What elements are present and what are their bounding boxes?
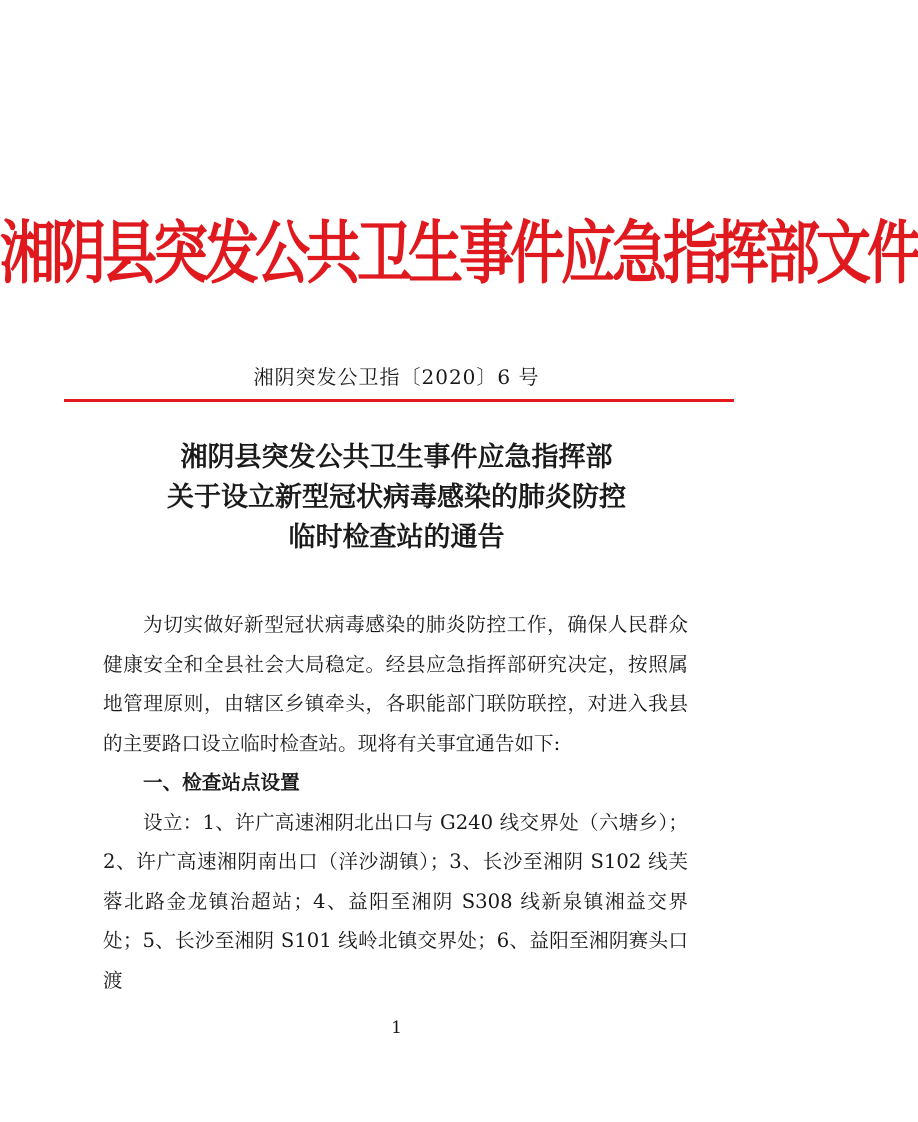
document-masthead: 湘阴县突发公共卫生事件应急指挥部文件 (0, 213, 918, 293)
section-heading-checkpoints: 一、检查站点设置 (143, 771, 300, 794)
intro-paragraph: 为切实做好新型冠状病毒感染的肺炎防控工作，确保人民群众健康安全和全县社会大局稳定。经县应急指挥部研究决定，按照属地管理原则，由辖区乡镇牵头，各职能部门联防联控，对进入我县的主要路口设立临时检查站。现将有关事宜通告如下: (103, 613, 688, 755)
document-title (0, 438, 793, 558)
document-number: 湘阴突发公卫指〔2020〕6 号 (253, 365, 540, 389)
red-divider-line (64, 399, 734, 402)
title-line-1: 湘阴县突发公共卫生事件应急指挥部 (180, 442, 613, 473)
document-body (103, 605, 688, 1000)
title-line-2: 关于设立新型冠状病毒感染的肺炎防控 (167, 482, 626, 513)
title-line-3: 临时检查站的通告 (288, 522, 505, 553)
page-number: 1 (391, 1018, 402, 1038)
checkpoint-list-paragraph: 设立：1、许广高速湘阴北出口与 G240 线交界处（六塘乡）；2、许广高速湘阴南出口（洋沙湖镇）；3、长沙至湘阴 S102 线芙蓉北路金龙镇治超站；4、益阳至湘阴 S308 线新泉镇湘益交界处；5、长沙至湘阴 S101 线岭北镇交界处；6、益阳至湘阴赛头口渡 (103, 810, 688, 992)
